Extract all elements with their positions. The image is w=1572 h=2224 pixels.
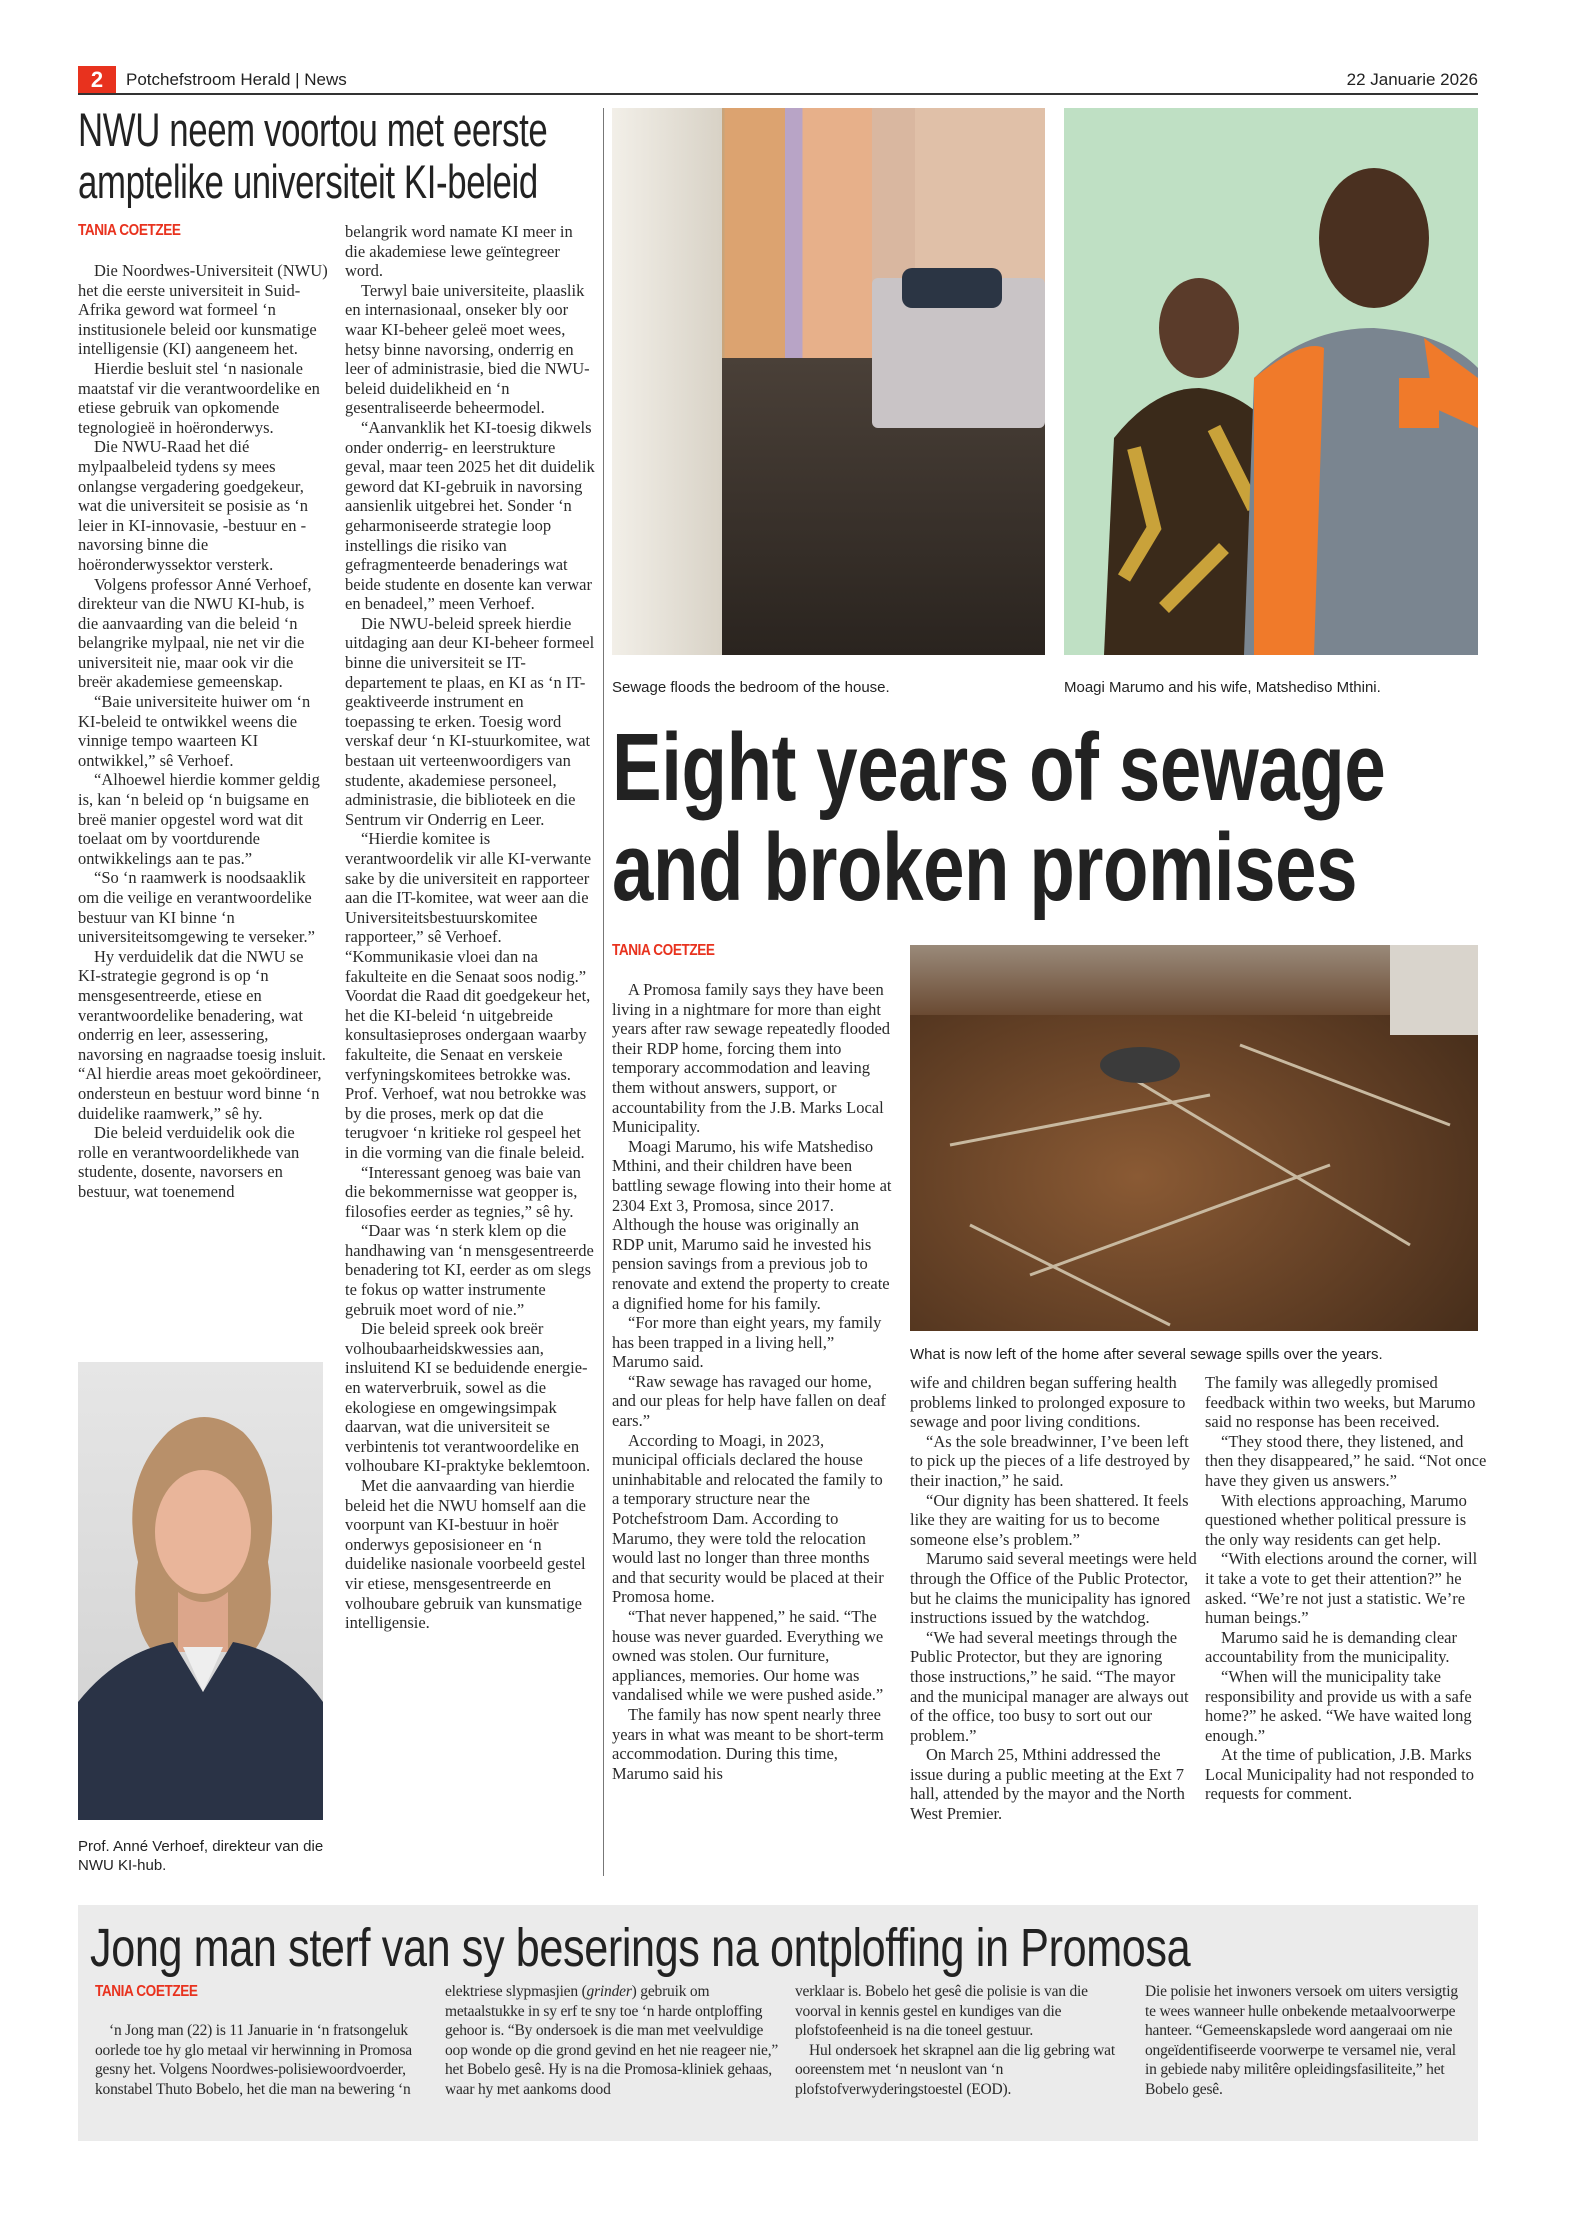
paragraph: ‘n Jong man (22) is 11 Januarie in ‘n fratsongeluk oorlede toe hy glo metaal vir herwinning in Promosa gesny het. Volgens Noordwes-polisiewoordvoerder, konstabel Thuto Bobelo, het die man na bewering ‘n: [95, 2022, 412, 2098]
damaged-home-caption: What is now left of the home after several sewage spills over the years.: [910, 1346, 1383, 1363]
paragraph: Die beleid spreek ook breër volhoubaarheidskwessies aan, insluitend KI se beduidende energie- en waterverbruik, sowel as die ekologiese en omgewingsimpak daarvan, wat die universiteit se verbintenis tot verantwoordelike en volhoubare KI-praktyke beklemtoon.: [345, 1319, 591, 1476]
paragraph: Die polisie het inwoners versoek om uiters versigtig te wees wanneer hulle onbekende metaalvoorwerpe hanteer. “Gemeenskapslede word aangeraai om nie ongeïdentifiseerde voorwerpe te versamel nie, veral in gebiede naby militêre opleidingsfasiliteite,” het Bobelo gesê.: [1145, 1983, 1458, 2098]
header-rule: [78, 93, 1478, 95]
couple-photo: [1064, 108, 1478, 655]
paragraph: Die NWU-beleid spreek hierdie uitdaging aan deur KI-beheer formeel binne die universiteit se IT-departement te plaas, en KI as ‘n IT-geaktiveerde instrument en toepassing te erken. Toesig word verskaf deur ‘n KI-stuurkomitee, wat bestaan uit verteenwoordigers van studente, akademiese personeel, administrasie, die biblioteek en die Sentrum vir Onderrig en Leer.: [345, 613, 595, 829]
paragraph: Hy verduidelik dat die NWU se KI-strategie gegrond is op ‘n mensgesentreerde, etiese en verantwoordelike benadering, wat onderrig en leer, assessering, navorsing en nagraadse toesig insluit. “Al hierdie areas moet gekoördineer, ondersteun en bestuur word binne ‘n duidelike raamwerk,” sê hy.: [78, 946, 326, 1123]
paragraph: “That never happened,” he said. “The house was never guarded. Everything we owned was stolen. Our furniture, appliances, memories. Our home was vandalised while we were pushed aside.”: [612, 1607, 884, 1705]
paragraph: [445, 1982, 780, 2099]
explosion-headline: Jong man sterf van sy beserings na ontploffing in Promosa: [90, 1918, 1191, 1978]
paragraph: Hierdie besluit stel ‘n nasionale maatstaf vir die verantwoordelike en etiese gebruik van opkomende tegnologieë in hoëronderwys.: [78, 358, 320, 437]
paragraph: verklaar is. Bobelo het gesê die polisie is van die voorval in kennis gestel en kundiges van die plofstofeenheid is na die toneel gestuur.: [795, 1983, 1088, 2039]
verhoef-photo-caption: Prof. Anné Verhoef, direkteur van die NWU KI-hub.: [78, 1838, 324, 1874]
paragraph: According to Moagi, in 2023, municipal officials declared the house uninhabitable and relocated the family to a temporary structure near the Potchefstroom Dam. According to Marumo, they were told the relocation would last no longer than three months and that security would be placed at their Promosa home.: [612, 1430, 884, 1607]
paragraph: “When will the municipality take responsibility and provide us with a safe home?” he asked. “We have waited long enough.”: [1205, 1666, 1472, 1745]
explosion-column-4: [1145, 1982, 1470, 2099]
text: ) gebruik om metaalstukke in sy erf te sny toe ‘n harde ontploffing gehoor is. “By ondersoek is die man met veelvuldige oop wonde op die grond gevind en het nie reageer nie,” het Bobelo gesê. Hy is na die Promosa-kliniek gehaas, waar hy met aankoms dood: [445, 1983, 779, 2098]
nwu-column-2: [345, 222, 595, 1633]
explosion-article-box: [78, 1905, 1478, 2141]
paragraph: “Interessant genoeg was baie van die bekommernisse wat geopper is, filosofies eerder as tegnies,” sê hy.: [345, 1162, 581, 1221]
paragraph: “Alhoewel hierdie kommer geldig is, kan ‘n beleid op ‘n buigsame en breë manier opgestel word wat dit toelaat om by voortdurende ontwikkelings aan te pas.”: [78, 770, 320, 868]
nwu-byline: TANIA COETZEE: [78, 222, 181, 239]
paragraph: Met die aanvaarding van hierdie beleid het die NWU homself aan die voorpunt van KI-bestuur in hoër onderwys geposisioneer en ‘n duidelike nasionale voorbeeld gestel vir etiese, mensgesentreerde en volhoubare gebruik van kunsmatige intelligensie.: [345, 1476, 586, 1633]
column-divider: [603, 108, 604, 1876]
paragraph: Die NWU-Raad het dié mylpaalbeleid tydens sy mees onlangse vergadering goedgekeur, wat die universiteit se posisie as ‘n leier in KI-innovasie, -bestuur en -navorsing binne die hoëronderwyssektor versterk.: [78, 437, 309, 574]
nwu-column-1: [78, 261, 328, 1202]
paragraph: “Aanvanklik het KI-toesig dikwels onder onderrig- en leerstrukture geval, maar teen 2025 het dit duidelik geword dat KI-gebruik in navorsing aansienlik uitgebrei het. Sonder ‘n geharmoniseerde strategie loop instellings die risiko van gefragmenteerde benaderings wat beide studente en dosente kan verwar en benadeel,” meen Verhoef.: [345, 417, 595, 614]
paragraph: “They stood there, they listened, and then they disappeared,” he said. “Not once have they given us answers.”: [1205, 1431, 1487, 1490]
nwu-headline: [78, 104, 547, 208]
paragraph: “Daar was ‘n sterk klem op die handhawing van ‘n mensgesentreerde benadering tot KI, eerder as om slegs te fokus op watter instrumente gebruik moet word of nie.”: [345, 1221, 594, 1319]
paragraph: Volgens professor Anné Verhoef, direkteur van die NWU KI-hub, is die aanvaarding van die beleid ‘n belangrike mylpaal, nie net vir die universiteit nie, maar ook vir die breër akademiese gemeenskap.: [78, 574, 312, 692]
paragraph: “For more than eight years, my family has been trapped in a living hell,” Marumo said.: [612, 1313, 882, 1372]
paragraph: belangrik word namate KI meer in die akademiese lewe geïntegreer word.: [345, 222, 573, 281]
paragraph: Moagi Marumo, his wife Matshediso Mthini, and their children have been battling sewage flowing into their home at 2304 Ext 3, Promosa, since 2017. Although the house was originally an RDP unit, Marumo said he invested his pension savings from a previous job to renovate and extend the property to create a dignified home for his family.: [612, 1136, 892, 1313]
paragraph: At the time of publication, J.B. Marks Local Municipality had not responded to requests for comment.: [1205, 1745, 1474, 1804]
paragraph: wife and children began suffering health problems linked to prolonged exposure to sewage and poor living conditions.: [910, 1373, 1186, 1432]
headline-line: NWU neem voortou met eerste: [78, 103, 548, 156]
paragraph: The family was allegedly promised feedback within two weeks, but Marumo said no response has been received.: [1205, 1373, 1476, 1432]
explosion-column-3: [795, 1982, 1130, 2099]
explosion-byline: TANIA COETZEE: [95, 1983, 198, 2000]
sewage-byline: TANIA COETZEE: [612, 942, 715, 959]
paragraph: Die Noordwes-Universiteit (NWU) het die eerste universiteit in Suid-Afrika geword wat formeel ‘n institusionele beleid oor kunsmatige intelligensie (KI) aangeneem het.: [78, 261, 328, 359]
bedroom-photo-caption: Sewage floods the bedroom of the house.: [612, 679, 890, 696]
paragraph: “We had several meetings through the Public Protector, but they are ignoring those instructions,” he said. “The mayor and the municipal manager are always out of the office, too busy to sort out our problem.”: [910, 1627, 1189, 1745]
text: elektriese slypmasjien (: [445, 1983, 587, 2000]
paragraph: The family has now spent nearly three years in what was meant to be short-term accommodation. During this time, Marumo said his: [612, 1704, 884, 1783]
paragraph: “As the sole breadwinner, I’ve been left to pick up the pieces of a life destroyed by their inaction,” he said.: [910, 1431, 1190, 1490]
couple-photo-caption: Moagi Marumo and his wife, Matshediso Mthini.: [1064, 679, 1381, 696]
paragraph: “With elections around the corner, will it take a vote to get their attention?” he asked. “We’re not just a statistic. We’re human beings.”: [1205, 1549, 1478, 1628]
paragraph: “Our dignity has been shattered. It feels like they are waiting for us to become someone else’s problem.”: [910, 1490, 1189, 1549]
headline-line: and broken promises: [612, 814, 1358, 921]
paragraph: With elections approaching, Marumo questioned whether political pressure is the only way residents can get help.: [1205, 1490, 1467, 1549]
explosion-column-1: [95, 2021, 430, 2099]
paragraph: “Raw sewage has ravaged our home, and our pleas for help have fallen on deaf ears.”: [612, 1371, 886, 1431]
paragraph: Die beleid verduidelik ook die rolle en verantwoordelikhede van studente, dosente, navorsers en bestuur, wat toenemend: [78, 1123, 300, 1201]
headline-line: amptelike universiteit KI-beleid: [78, 155, 538, 208]
paragraph: Marumo said several meetings were held through the Office of the Public Protector, but he claims the municipality has ignored instructions issued by the watchdog.: [910, 1549, 1197, 1628]
paragraph: On March 25, Mthini addressed the issue during a public meeting at the Ext 7 hall, attended by the mayor and the North West Premier.: [910, 1745, 1185, 1824]
damaged-home-photo: [910, 945, 1478, 1331]
italic-term: grinder: [586, 1983, 632, 2000]
paragraph: Terwyl baie universiteite, plaaslik en internasionaal, onseker bly oor waar KI-beheer geleë moet wees, hetsy binne navorsing, onderrig en leer of administrasie, bied die NWU-beleid duidelikheid en ‘n gesentraliseerde beheermodel.: [345, 280, 590, 418]
paragraph: “Hierdie komitee is verantwoordelik vir alle KI-verwante sake by die universiteit en rapporteer aan die IT-komitee, wat weer aan die Universiteitsbestuurskomitee rapporteer,” sê Verhoef. “Kommunikasie vloei dan na fakulteite en die Senaat soos nodig.” Voordat die Raad dit goedgekeur het, het die KI-beleid ‘n uitgebreide konsultasieproses ondergaan waarby fakulteite, die Senaat en verskeie verfyningskomitees betrokke was. Prof. Verhoef, wat nou betrokke was by die proses, merk op dat die terugvoer ‘n kritieke rol gespeel het in die vorming van die finale beleid.: [345, 829, 592, 1162]
sewage-column-3: [1205, 1373, 1490, 1804]
paragraph: Hul ondersoek het skrapnel aan die lig gebring wat ooreenstem met ‘n neuslont van ‘n plofstofverwyderingstoestel (EOD).: [795, 2041, 1115, 2098]
paragraph: Marumo said he is demanding clear accountability from the municipality.: [1205, 1627, 1457, 1667]
issue-date: 22 Januarie 2026: [1346, 70, 1478, 89]
paragraph: A Promosa family says they have been living in a nightmare for more than eight years after raw sewage repeatedly flooded their RDP home, forcing them into temporary accommodation and leaving them without answers, support, or accountability from the J.B. Marks Local Municipality.: [612, 980, 891, 1137]
publication-section: Potchefstroom Herald | News: [126, 70, 347, 89]
sewage-column-1: [612, 980, 892, 1783]
explosion-column-2: [445, 1982, 780, 2099]
verhoef-photo: [78, 1362, 323, 1820]
sewage-headline: [612, 714, 1386, 921]
bedroom-sewage-photo: [612, 108, 1045, 655]
paragraph: “Baie universiteite huiwer om ‘n KI-beleid te ontwikkel weens die vinnige tempo waarteen KI ontwikkel,” sê Verhoef.: [78, 692, 311, 770]
page-number: 2: [78, 66, 116, 94]
headline-line: Eight years of sewage: [612, 714, 1386, 821]
sewage-column-2: [910, 1373, 1197, 1824]
paragraph: “So ‘n raamwerk is noodsaaklik om die veilige en verantwoordelike bestuur van KI binne ‘n universiteitsomgewing te verseker.”: [78, 868, 315, 947]
